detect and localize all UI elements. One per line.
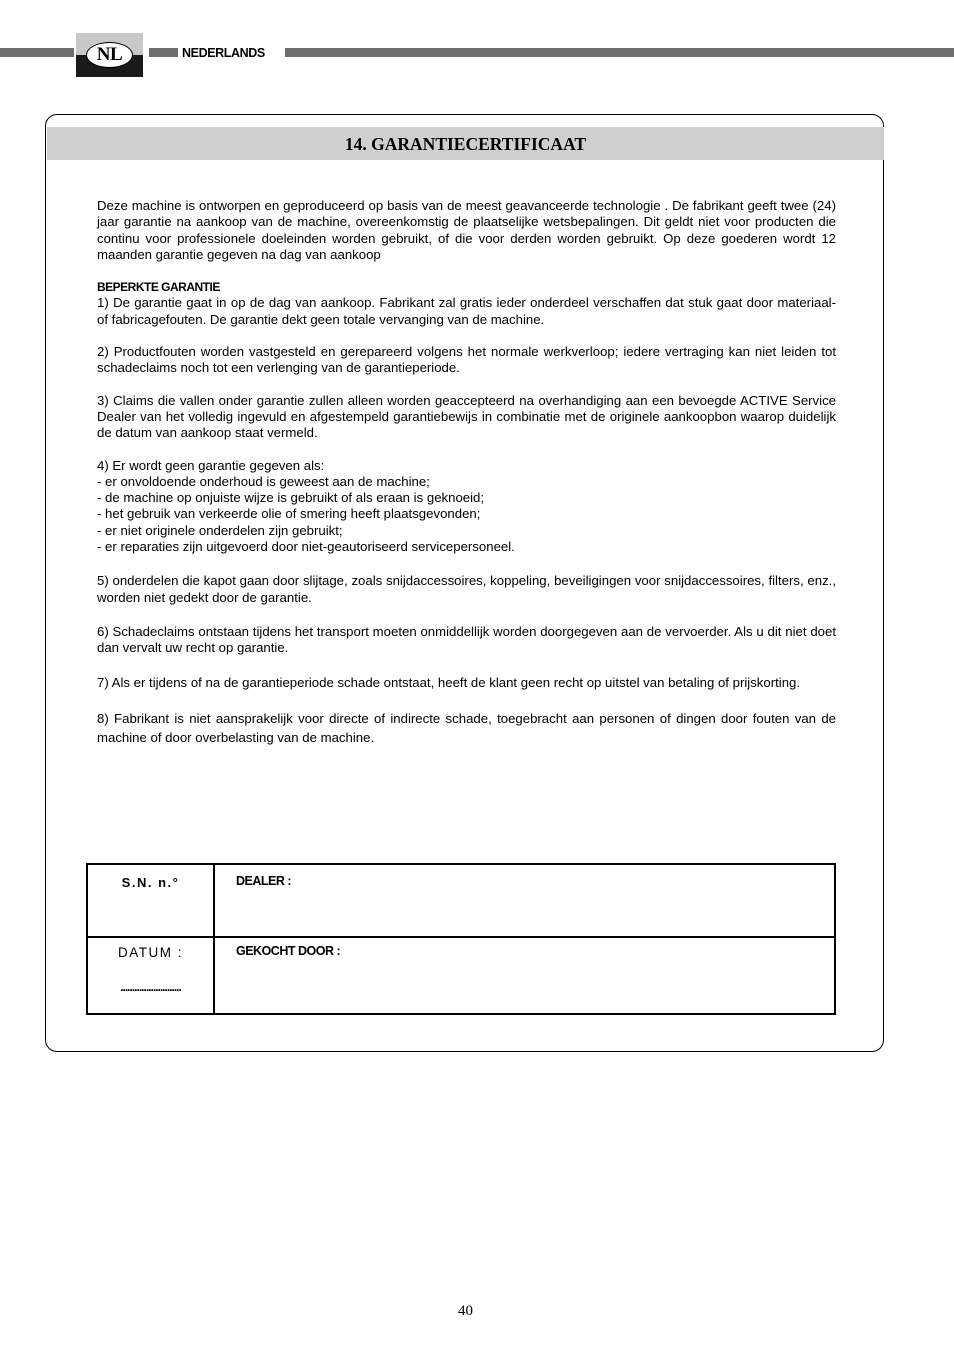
clause-8: 8) Fabrikant is niet aansprakelijk voor directe of indirecte schade, toegebracht aan personen of dingen door fouten van de machine of door overbelasting van de machine. bbox=[97, 710, 836, 745]
header-rule-right bbox=[285, 48, 954, 57]
header-rule-mid bbox=[149, 48, 178, 57]
clause-4-item: - het gebruik van verkeerde olie of smering heeft plaatsgevonden; bbox=[97, 506, 481, 522]
clause-4-intro: 4) Er wordt geen garantie gegeven als: bbox=[97, 457, 325, 473]
clause-4-item: - er reparaties zijn uitgevoerd door niet-geautoriseerd servicepersoneel. bbox=[97, 539, 515, 555]
dealer-label: DEALER : bbox=[236, 874, 292, 888]
page-title: 14. GARANTIECERTIFICAAT bbox=[344, 134, 587, 154]
date-dotted-line: .......................... bbox=[120, 980, 181, 994]
form-divider-horizontal bbox=[88, 936, 834, 938]
clause-5: 5) onderdelen die kapot gaan door slijtage, zoals snijdaccessoires, koppeling, beveiligingen voor snijdaccessoires, filters, enz., worden niet gedekt door de garantie. bbox=[97, 573, 836, 605]
limited-warranty-heading: BEPERKTE GARANTIE bbox=[97, 280, 220, 295]
date-label: DATUM : bbox=[118, 945, 183, 960]
language-label: NEDERLANDS bbox=[182, 46, 265, 60]
header-rule-left bbox=[0, 48, 74, 57]
clause-1: 1) De garantie gaat in op de dag van aankoop. Fabrikant zal gratis ieder onderdeel verschaffen dat stuk gaat door materiaal- of fabricagefouten. De garantie dekt geen totale vervanging van de machine. bbox=[97, 295, 836, 327]
form-divider-vertical bbox=[213, 865, 215, 1013]
clause-4-item: - er niet originele onderdelen zijn gebruikt; bbox=[97, 522, 343, 538]
page-number: 40 bbox=[458, 1303, 473, 1319]
clause-3: 3) Claims die vallen onder garantie zullen alleen worden geaccepteerd na overhandiging aan een bevoegde ACTIVE Service Dealer van het volledig ingevuld en afgestempeld garantiebewijs in combinatie met de originele aankoopbon waarop duidelijk de datum van aankoop staat vermeld. bbox=[97, 392, 836, 441]
certificate-form bbox=[86, 863, 836, 1015]
purchased-by-label: GEKOCHT DOOR : bbox=[236, 944, 341, 958]
language-code: NL bbox=[86, 42, 133, 68]
clause-4-item: - de machine op onjuiste wijze is gebruikt of als eraan is geknoeid; bbox=[97, 490, 485, 506]
warranty-text bbox=[97, 198, 836, 747]
clause-7: 7) Als er tijdens of na de garantieperiode schade ontstaat, heeft de klant geen recht op uitstel van betaling of prijskorting. bbox=[97, 674, 801, 690]
clause-2: 2) Productfouten worden vastgesteld en gerepareerd volgens het normale werkverloop; iedere vertraging kan niet leiden tot schadeclaims noch tot een verlenging van de garantieperiode. bbox=[97, 344, 836, 376]
serial-number-label: S.N. n.° bbox=[121, 875, 180, 890]
intro-paragraph: Deze machine is ontworpen en geproduceerd op basis van de meest geavanceerde technologie . De fabrikant geeft twee (24) jaar garantie na aankoop van de machine, overeenkomstig de plaatselijke wetsbepalingen. Dit geldt niet voor producten die continu voor professionele doeleinden worden gebruikt, of die voor derden worden gebruikt. Op deze goederen wordt 12 maanden garantie gegeven na dag van aankoop bbox=[97, 198, 836, 262]
language-badge bbox=[76, 33, 143, 77]
clause-4-item: - er onvoldoende onderhoud is geweest aan de machine; bbox=[97, 473, 430, 489]
clause-6: 6) Schadeclaims ontstaan tijdens het transport moeten onmiddellijk worden doorgegeven aan de vervoerder. Als u dit niet doet dan vervalt uw recht op garantie. bbox=[97, 623, 836, 656]
